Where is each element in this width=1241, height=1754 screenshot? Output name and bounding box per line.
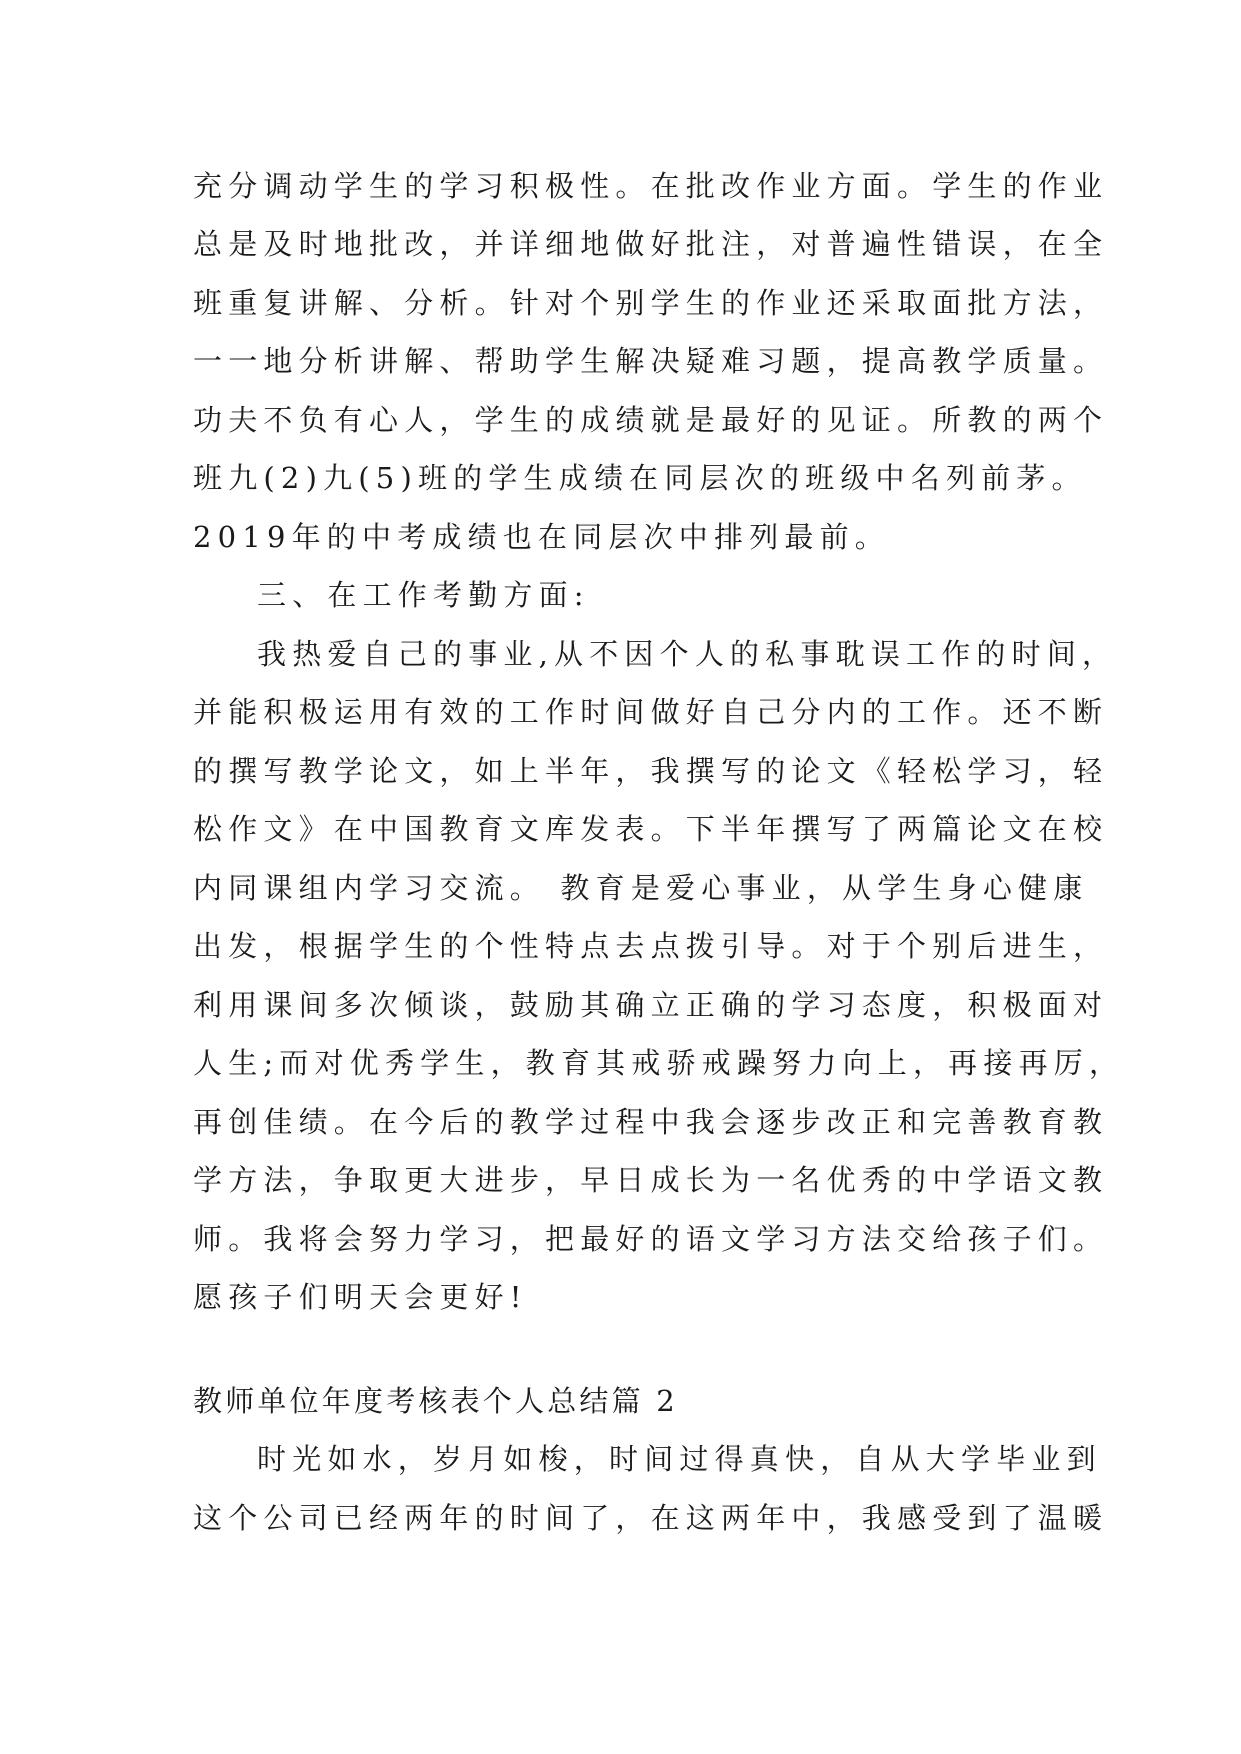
paragraph-line: 人生;而对优秀学生，教育其戒骄戒躁努力向上，再接再厉，: [193, 1046, 1125, 1080]
paragraph-line: 的撰写教学论文，如上半年，我撰写的论文《轻松学习，轻: [193, 754, 1109, 788]
paragraph-line: 我热爱自己的事业,从不因个人的私事耽误工作的时间，: [257, 637, 1118, 671]
paragraph-line: 师。我将会努力学习，把最好的语文学习方法交给孩子们。: [193, 1222, 1109, 1256]
paragraph-line: 学方法，争取更大进步，早日成长为一名优秀的中学语文教: [193, 1163, 1109, 1197]
paragraph-line: 并能积极运用有效的工作时间做好自己分内的工作。还不断: [193, 695, 1109, 729]
paragraph-line: 总是及时地批改，并详细地做好批注，对普遍性错误，在全: [193, 227, 1109, 261]
paragraph-line: 2019年的中考成绩也在同层次中排列最前。: [193, 520, 891, 554]
paragraph-line: 愿孩子们明天会更好!: [193, 1280, 528, 1314]
paragraph-line: 这个公司已经两年的时间了，在这两年中，我感受到了温暖: [193, 1501, 1109, 1535]
paragraph-line: 班九(2)九(5)班的学生成绩在同层次的班级中名列前茅。: [193, 461, 1087, 495]
paragraph-line: 松作文》在中国教育文库发表。下半年撰写了两篇论文在校: [193, 812, 1109, 846]
paragraph-line: 一一地分析讲解、帮助学生解决疑难习题，提高教学质量。: [193, 344, 1109, 378]
paragraph-line: 班重复讲解、分析。针对个别学生的作业还采取面批方法，: [193, 286, 1109, 320]
paragraph-line: 充分调动学生的学习积极性。在批改作业方面。学生的作业: [193, 169, 1109, 203]
paragraph-line: 出发，根据学生的个性特点去点拨引导。对于个别后进生，: [193, 929, 1109, 963]
paragraph-line: 功夫不负有心人，学生的成绩就是最好的见证。所教的两个: [193, 403, 1109, 437]
paragraph-line: 再创佳绩。在今后的教学过程中我会逐步改正和完善教育教: [193, 1105, 1109, 1139]
paragraph-line: 时光如水，岁月如梭，时间过得真快，自从大学毕业到: [257, 1442, 1102, 1476]
subheading: 三、在工作考勤方面:: [257, 578, 590, 612]
paragraph-line: 内同课组内学习交流。 教育是爱心事业，从学生身心健康: [193, 871, 1089, 905]
section-title: 教师单位年度考核表个人总结篇 2: [193, 1384, 678, 1418]
paragraph-line: 利用课间多次倾谈，鼓励其确立正确的学习态度，积极面对: [193, 988, 1109, 1022]
